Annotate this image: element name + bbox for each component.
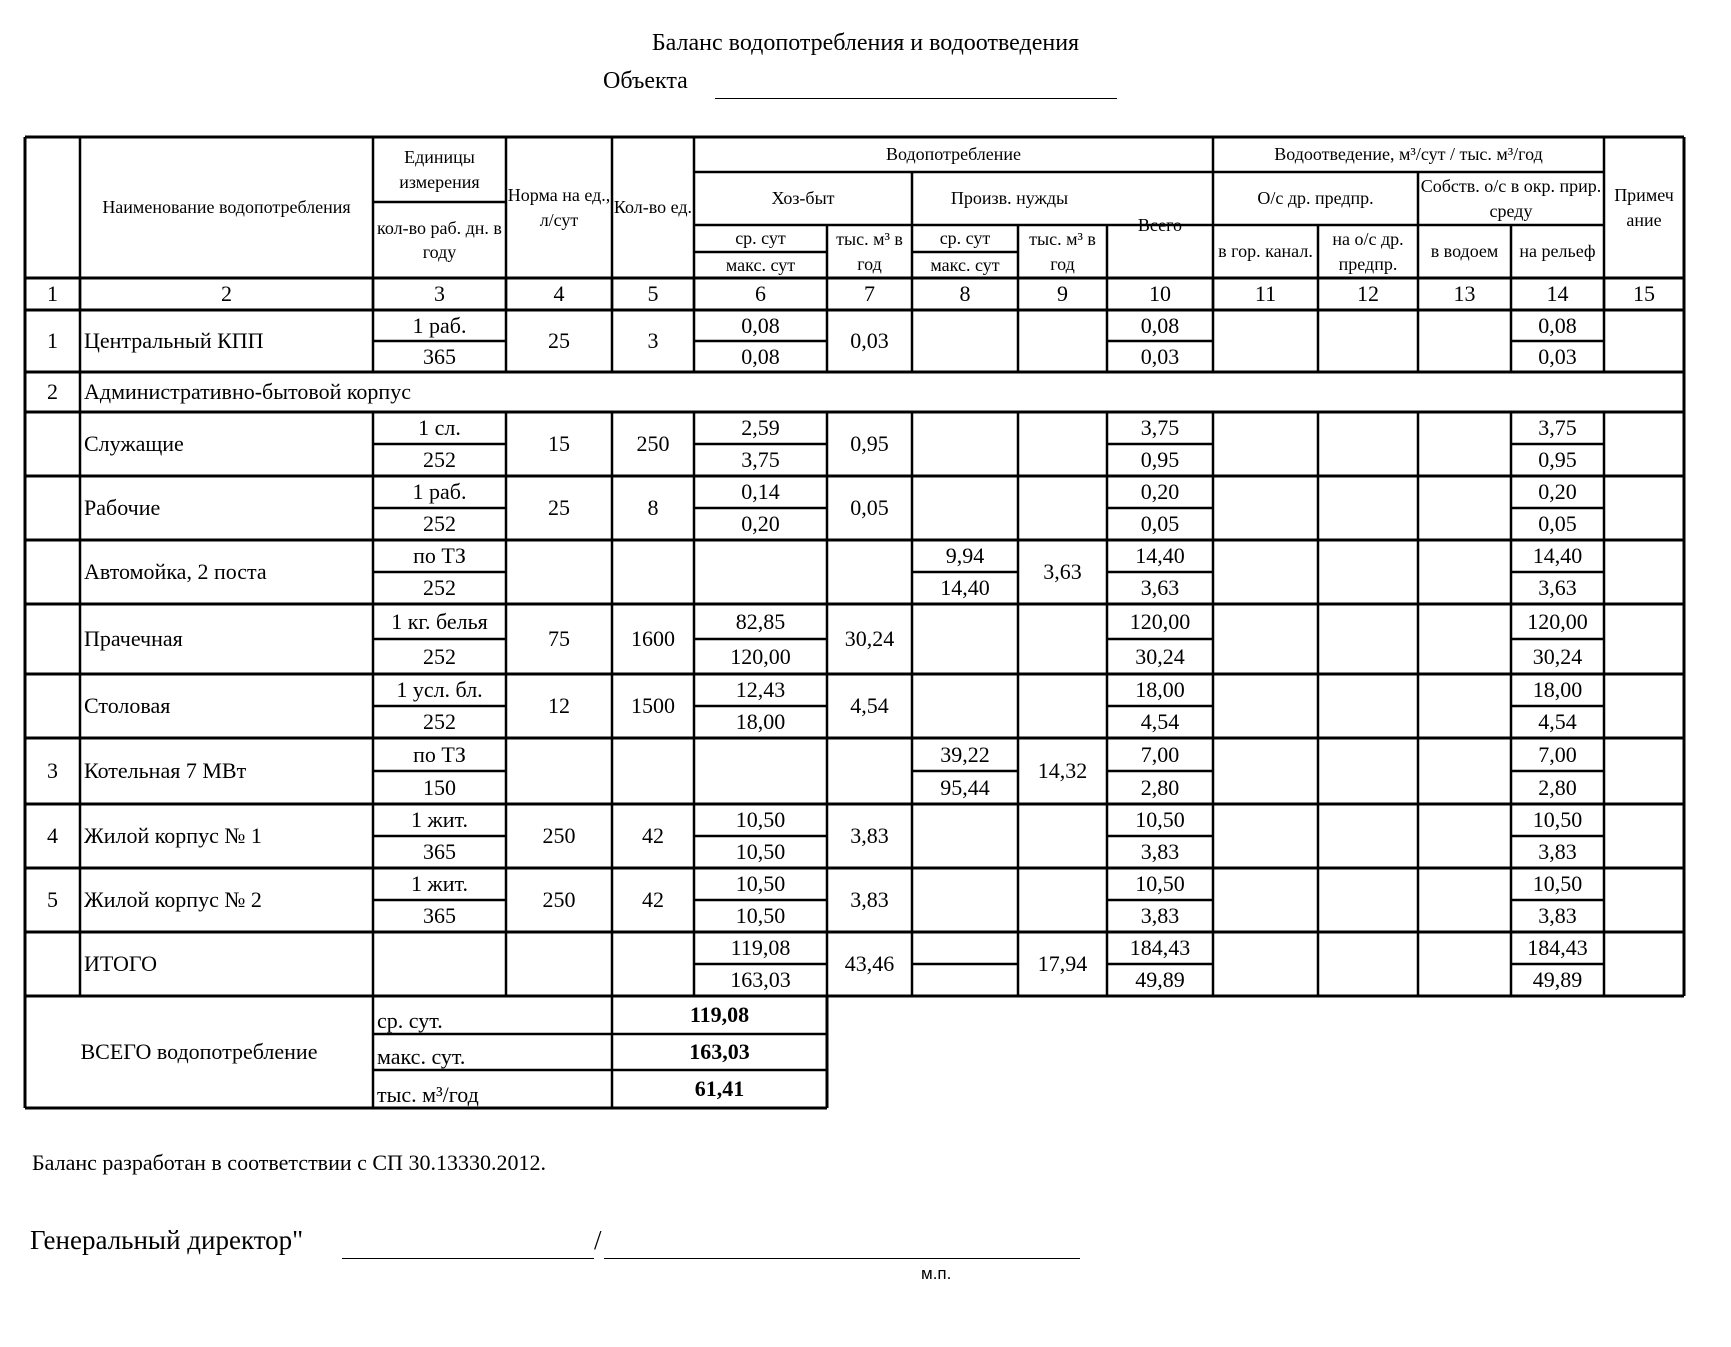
industrial-max-day: 14,40 — [940, 575, 990, 601]
summary-line-value: 119,08 — [689, 1002, 750, 1028]
row-name: Автомойка, 2 поста — [84, 559, 267, 585]
relief-year: 0,05 — [1538, 511, 1577, 537]
norm-value: 25 — [548, 328, 570, 354]
note-value — [1604, 804, 1684, 868]
drainage-total-day: 184,43 — [1129, 935, 1191, 961]
industrial-max-day — [912, 964, 1018, 996]
unit-of-measure: 1 сл. — [418, 415, 461, 441]
header-city-sewer: в гор. канал. — [1218, 241, 1313, 262]
relief-day: 120,00 — [1527, 608, 1588, 634]
note-value — [1604, 540, 1684, 604]
industrial-year — [1018, 476, 1107, 540]
household-max-day: 18,00 — [735, 709, 786, 735]
norm-value — [506, 738, 612, 804]
drainage-total-year: 3,63 — [1140, 575, 1180, 601]
household-max-day — [694, 572, 827, 604]
quantity-value: 3 — [647, 328, 659, 354]
relief-year: 3,83 — [1538, 839, 1577, 865]
row-number: 3 — [47, 758, 58, 784]
note-value — [1604, 310, 1684, 372]
header-water-consumption: Водопотребление — [885, 144, 1022, 165]
industrial-avg-day — [912, 476, 1018, 508]
household-year: 3,83 — [850, 887, 889, 913]
row-name: ИТОГО — [84, 951, 157, 977]
column-number: 8 — [959, 281, 971, 307]
header-to-water-body: в водоем — [1430, 241, 1499, 262]
work-days: 252 — [423, 709, 456, 735]
row-number: 1 — [47, 328, 58, 354]
water-body-value — [1418, 412, 1511, 476]
water-body-value — [1418, 738, 1511, 804]
stamp-place-label: м.п. — [921, 1264, 952, 1283]
city-sewer-value — [1213, 310, 1318, 372]
city-sewer-value — [1213, 604, 1318, 674]
unit-of-measure: по ТЗ — [413, 543, 466, 569]
quantity-value: 1500 — [631, 693, 675, 719]
header-other-enterprise: О/с др. предпр. — [1257, 188, 1374, 209]
work-days: 150 — [423, 774, 456, 800]
header-name: Наименование водопотребления — [102, 197, 351, 218]
row-number — [25, 604, 80, 674]
column-number: 2 — [221, 281, 232, 307]
unit-of-measure: по ТЗ — [413, 741, 466, 767]
column-number: 10 — [1149, 281, 1171, 307]
work-days: 365 — [423, 903, 456, 929]
city-sewer-value — [1213, 540, 1318, 604]
relief-year: 30,24 — [1532, 643, 1583, 669]
relief-year: 3,63 — [1538, 575, 1577, 601]
household-year: 30,24 — [844, 626, 895, 652]
drainage-total-day: 7,00 — [1140, 741, 1180, 767]
other-treatment-value — [1318, 738, 1418, 804]
quantity-value: 42 — [642, 823, 664, 849]
industrial-avg-day — [912, 674, 1018, 706]
row-name: Прачечная — [84, 626, 183, 652]
household-year — [827, 540, 912, 604]
household-year: 4,54 — [850, 693, 889, 719]
compliance-note: Баланс разработан в соответствии с СП 30.13330.2012. — [32, 1150, 546, 1175]
summary-line-label: ср. сут. — [377, 1007, 443, 1033]
work-days — [373, 964, 506, 996]
water-body-value — [1418, 868, 1511, 932]
header-drainage-total: Всего — [1137, 214, 1183, 235]
work-days: 252 — [423, 643, 456, 669]
summary-label: ВСЕГО водопотребление — [80, 1039, 318, 1065]
header-note: Примеч ание — [1614, 185, 1674, 230]
household-year: 0,03 — [850, 328, 889, 354]
norm-value — [506, 932, 612, 996]
industrial-year: 14,32 — [1037, 758, 1088, 784]
header-household-max-day: макс. сут — [725, 254, 796, 275]
other-treatment-value — [1318, 412, 1418, 476]
signature-blank-line[interactable] — [342, 1258, 594, 1259]
row-name: Служащие — [84, 431, 184, 457]
relief-year: 2,80 — [1538, 774, 1577, 800]
row-number — [25, 540, 80, 604]
drainage-total-year: 3,83 — [1140, 903, 1180, 929]
row-name: Центральный КПП — [84, 328, 264, 354]
unit-of-measure: 1 жит. — [411, 807, 468, 833]
note-value — [1604, 932, 1684, 996]
household-avg-day: 82,85 — [735, 608, 786, 634]
work-days: 365 — [423, 839, 456, 865]
industrial-avg-day — [912, 868, 1018, 900]
city-sewer-value — [1213, 412, 1318, 476]
household-max-day — [694, 771, 827, 804]
city-sewer-value — [1213, 674, 1318, 738]
row-number: 4 — [47, 823, 58, 849]
row-number — [25, 932, 80, 996]
household-avg-day — [694, 540, 827, 572]
relief-year: 3,83 — [1538, 903, 1577, 929]
summary-line-label: макс. сут. — [377, 1043, 466, 1069]
header-units: Единицы измерения — [399, 147, 480, 192]
drainage-total-day: 10,50 — [1135, 807, 1185, 833]
household-avg-day: 12,43 — [735, 677, 786, 703]
document-title: Баланс водопотребления и водоотведения — [651, 30, 1080, 56]
column-number: 9 — [1057, 281, 1068, 307]
household-avg-day — [694, 738, 827, 771]
quantity-value: 250 — [636, 431, 670, 457]
water-body-value — [1418, 932, 1511, 996]
drainage-total-year: 0,03 — [1140, 343, 1180, 369]
summary-line-value: 61,41 — [694, 1076, 745, 1102]
column-number: 3 — [434, 281, 445, 307]
relief-year: 0,95 — [1538, 447, 1577, 473]
header-industrial-max-day: макс. сут — [930, 254, 1000, 275]
column-number: 15 — [1633, 281, 1655, 307]
city-sewer-value — [1213, 476, 1318, 540]
row-number: 5 — [47, 887, 58, 913]
industrial-year — [1018, 804, 1107, 868]
household-max-day: 163,03 — [730, 967, 791, 993]
household-year: 0,05 — [850, 495, 889, 521]
industrial-avg-day — [912, 932, 1018, 964]
header-household: Хоз-быт — [771, 188, 835, 209]
household-max-day: 10,50 — [735, 903, 786, 929]
other-treatment-value — [1318, 932, 1418, 996]
column-number: 5 — [647, 281, 659, 307]
drainage-total-year: 49,89 — [1135, 967, 1185, 993]
relief-day: 0,20 — [1538, 479, 1577, 505]
header-industrial-avg-day: ср. сут — [939, 228, 991, 249]
header-norm: Норма на ед., л/сут — [507, 185, 611, 230]
column-number: 4 — [553, 281, 565, 307]
household-avg-day: 10,50 — [735, 871, 786, 897]
row-number — [25, 674, 80, 738]
header-other-treatment: на о/с др. предпр. — [1332, 229, 1404, 274]
header-household-avg-day: ср. сут — [735, 228, 786, 249]
column-number: 1 — [47, 281, 58, 307]
column-number: 14 — [1546, 281, 1569, 307]
object-label: Объекта — [603, 68, 688, 94]
header-industrial: Произв. нужды — [950, 188, 1069, 209]
household-avg-day: 119,08 — [730, 935, 791, 961]
quantity-value — [612, 738, 694, 804]
industrial-max-day — [912, 706, 1018, 738]
work-days: 252 — [423, 511, 456, 537]
row-name: Котельная 7 МВт — [84, 758, 247, 784]
work-days: 365 — [423, 343, 456, 369]
drainage-total-year: 2,80 — [1140, 774, 1180, 800]
drainage-total-day: 14,40 — [1135, 543, 1185, 569]
work-days: 252 — [423, 447, 456, 473]
relief-day: 10,50 — [1532, 807, 1583, 833]
norm-value — [506, 540, 612, 604]
other-treatment-value — [1318, 674, 1418, 738]
row-name: Столовая — [84, 693, 171, 719]
note-value — [1604, 868, 1684, 932]
city-sewer-value — [1213, 804, 1318, 868]
header-to-relief: на рельеф — [1519, 241, 1596, 262]
row-number — [25, 476, 80, 540]
household-avg-day: 0,14 — [741, 479, 780, 505]
drainage-total-day: 10,50 — [1135, 871, 1185, 897]
drainage-total-year: 0,95 — [1140, 447, 1180, 473]
household-max-day: 3,75 — [741, 447, 780, 473]
household-avg-day: 10,50 — [735, 807, 786, 833]
industrial-avg-day — [912, 310, 1018, 341]
header-water-drainage: Водоотведение, м³/сут / тыс. м³/год — [1274, 144, 1543, 165]
norm-value: 12 — [548, 693, 570, 719]
drainage-total-year: 30,24 — [1135, 643, 1185, 669]
industrial-year — [1018, 868, 1107, 932]
unit-of-measure: 1 кг. белья — [391, 608, 488, 634]
summary-line-value: 163,03 — [689, 1039, 750, 1065]
row-name: Жилой корпус № 1 — [84, 823, 262, 849]
household-year: 0,95 — [850, 431, 889, 457]
norm-value: 25 — [548, 495, 570, 521]
relief-day: 10,50 — [1532, 871, 1583, 897]
industrial-max-day: 95,44 — [940, 774, 990, 800]
industrial-year — [1018, 604, 1107, 674]
note-value — [1604, 674, 1684, 738]
row-name: Жилой корпус № 2 — [84, 887, 262, 913]
household-avg-day: 2,59 — [741, 415, 780, 441]
drainage-total-year: 0,05 — [1140, 511, 1180, 537]
household-max-day: 10,50 — [735, 839, 786, 865]
industrial-max-day — [912, 341, 1018, 372]
other-treatment-value — [1318, 476, 1418, 540]
norm-value: 250 — [542, 887, 576, 913]
header-household-year: тыс. м³ в год — [836, 229, 903, 274]
summary-line-label: тыс. м³/год — [377, 1081, 479, 1107]
other-treatment-value — [1318, 310, 1418, 372]
relief-day: 0,08 — [1538, 312, 1577, 338]
relief-day: 7,00 — [1538, 741, 1577, 767]
header-work-days: кол-во раб. дн. в году — [377, 217, 502, 262]
row-number — [25, 412, 80, 476]
relief-day: 18,00 — [1532, 677, 1583, 703]
note-value — [1604, 604, 1684, 674]
name-blank-line[interactable] — [604, 1258, 1080, 1259]
drainage-total-day: 3,75 — [1140, 415, 1180, 441]
row-number: 2 — [47, 379, 58, 405]
norm-value: 75 — [548, 626, 570, 652]
column-number: 7 — [864, 281, 875, 307]
column-number: 6 — [755, 281, 766, 307]
drainage-total-year: 4,54 — [1140, 709, 1180, 735]
household-year: 3,83 — [850, 823, 889, 849]
other-treatment-value — [1318, 604, 1418, 674]
relief-year: 49,89 — [1532, 967, 1583, 993]
other-treatment-value — [1318, 540, 1418, 604]
water-body-value — [1418, 804, 1511, 868]
household-avg-day: 0,08 — [741, 312, 780, 338]
industrial-year — [1018, 310, 1107, 372]
relief-day: 3,75 — [1538, 415, 1577, 441]
other-treatment-value — [1318, 804, 1418, 868]
unit-of-measure: 1 усл. бл. — [396, 677, 483, 703]
water-body-value — [1418, 540, 1511, 604]
industrial-avg-day — [912, 604, 1018, 639]
water-body-value — [1418, 476, 1511, 540]
header-industrial-year: тыс. м³ в год — [1029, 229, 1096, 274]
unit-of-measure: 1 раб. — [412, 312, 467, 338]
industrial-max-day — [912, 639, 1018, 674]
industrial-year: 3,63 — [1043, 559, 1082, 585]
norm-value: 15 — [548, 431, 570, 457]
drainage-total-day: 0,20 — [1140, 479, 1180, 505]
unit-of-measure: 1 жит. — [411, 871, 468, 897]
relief-day: 184,43 — [1527, 935, 1588, 961]
industrial-year — [1018, 674, 1107, 738]
household-year — [827, 738, 912, 804]
industrial-max-day — [912, 836, 1018, 868]
signature-slash: / — [594, 1225, 602, 1255]
column-number: 11 — [1254, 281, 1277, 307]
norm-value: 250 — [542, 823, 576, 849]
quantity-value: 1600 — [631, 626, 675, 652]
household-max-day: 120,00 — [730, 643, 791, 669]
relief-year: 4,54 — [1538, 709, 1577, 735]
industrial-max-day — [912, 508, 1018, 540]
industrial-max-day — [912, 900, 1018, 932]
row-name: Рабочие — [84, 495, 161, 521]
signature-label: Генеральный директор" — [30, 1225, 304, 1255]
note-value — [1604, 412, 1684, 476]
industrial-avg-day: 39,22 — [940, 741, 990, 767]
header-quantity: Кол-во ед. — [613, 197, 693, 218]
city-sewer-value — [1213, 738, 1318, 804]
industrial-avg-day — [912, 412, 1018, 444]
household-max-day: 0,08 — [741, 343, 780, 369]
city-sewer-value — [1213, 932, 1318, 996]
column-number: 13 — [1453, 281, 1476, 307]
household-year: 43,46 — [844, 951, 895, 977]
quantity-value: 8 — [647, 495, 659, 521]
other-treatment-value — [1318, 868, 1418, 932]
quantity-value: 42 — [642, 887, 664, 913]
city-sewer-value — [1213, 868, 1318, 932]
drainage-total-year: 3,83 — [1140, 839, 1180, 865]
quantity-value — [612, 540, 694, 604]
relief-year: 0,03 — [1538, 343, 1577, 369]
unit-of-measure: 1 раб. — [412, 479, 467, 505]
water-body-value — [1418, 310, 1511, 372]
work-days: 252 — [423, 575, 456, 601]
section-title: Административно-бытовой корпус — [84, 379, 411, 405]
household-max-day: 0,20 — [741, 511, 780, 537]
relief-day: 14,40 — [1532, 543, 1583, 569]
unit-of-measure — [373, 932, 506, 964]
note-value — [1604, 738, 1684, 804]
drainage-total-day: 18,00 — [1135, 677, 1185, 703]
industrial-max-day — [912, 444, 1018, 476]
header-own-treatment: Собств. о/с в окр. прир. среду — [1420, 176, 1602, 221]
industrial-year: 17,94 — [1037, 951, 1088, 977]
quantity-value — [612, 932, 694, 996]
drainage-total-day: 120,00 — [1129, 608, 1191, 634]
drainage-total-day: 0,08 — [1140, 312, 1180, 338]
note-value — [1604, 476, 1684, 540]
water-body-value — [1418, 674, 1511, 738]
industrial-avg-day — [912, 804, 1018, 836]
industrial-year — [1018, 412, 1107, 476]
industrial-avg-day: 9,94 — [945, 543, 985, 569]
column-number: 12 — [1357, 281, 1379, 307]
water-body-value — [1418, 604, 1511, 674]
